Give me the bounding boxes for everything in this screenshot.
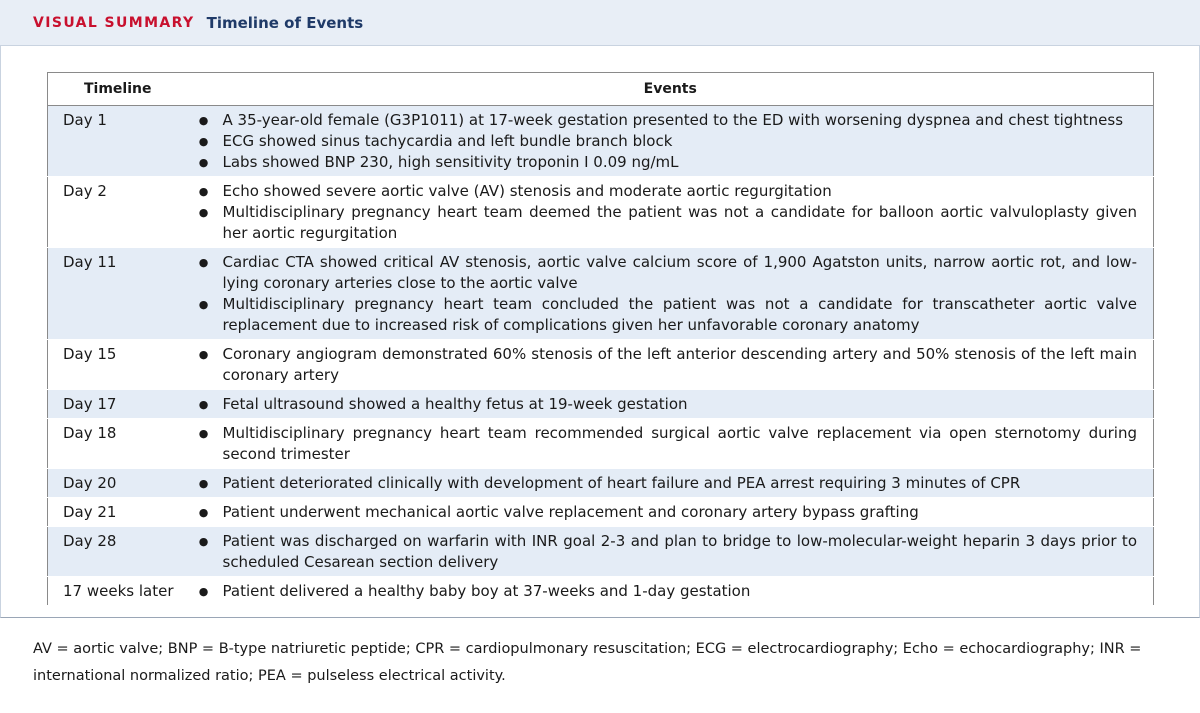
event-item [188,131,1138,152]
event-item [188,294,1138,336]
event-item [188,531,1138,573]
row-timeline-cell: Day 20 [48,469,188,498]
summary-title: Timeline of Events [206,13,364,32]
event-text: Patient was discharged on warfarin with INR goal 2-3 and plan to bridge to low-molecular-weight heparin 3 days prior to scheduled Cesarean section delivery [222,532,1137,571]
row-timeline-cell: Day 15 [48,340,188,390]
row-events-cell [188,498,1154,527]
table-row [48,527,1154,577]
event-text: Multidisciplinary pregnancy heart team concluded the patient was not a candidate for transcatheter aortic valve replacement due to increased risk of complications given her unfavorable coronary anatomy [222,295,1137,334]
event-text: Patient deteriorated clinically with development of heart failure and PEA arrest requiring 3 minutes of CPR [222,474,1021,492]
row-events-cell [188,527,1154,577]
timeline-table [47,72,1154,606]
event-item [188,181,1138,202]
table-row [48,106,1154,177]
event-item [188,252,1138,294]
event-item [188,423,1138,465]
summary-label: VISUAL SUMMARY [33,14,195,31]
row-events-cell [188,340,1154,390]
row-timeline-cell: Day 17 [48,390,188,419]
table-row [48,248,1154,340]
bullet-icon: ● [198,298,209,311]
row-timeline-cell: Day 18 [48,419,188,469]
event-item [188,110,1138,131]
event-item [188,152,1138,173]
event-list [188,110,1138,173]
event-text: A 35-year-old female (G3P1011) at 17-week gestation presented to the ED with worsening dyspnea and chest tightness [222,111,1124,129]
table-row [48,419,1154,469]
event-item [188,581,1138,602]
event-text: ECG showed sinus tachycardia and left bundle branch block [222,132,673,150]
timeline-body [48,106,1154,606]
row-events-cell [188,106,1154,177]
event-text: Labs showed BNP 230, high sensitivity troponin I 0.09 ng/mL [222,153,679,171]
event-text: Coronary angiogram demonstrated 60% stenosis of the left anterior descending artery and 50% stenosis of the left main coronary artery [222,345,1137,384]
event-item [188,344,1138,386]
event-text: Patient delivered a healthy baby boy at 37-weeks and 1-day gestation [222,582,751,600]
event-item [188,394,1138,415]
row-timeline-cell: Day 11 [48,248,188,340]
row-events-cell [188,419,1154,469]
event-text: Fetal ultrasound showed a healthy fetus at 19-week gestation [222,395,688,413]
table-row [48,577,1154,606]
bullet-icon: ● [198,185,209,198]
row-events-cell [188,577,1154,606]
bullet-icon: ● [198,348,209,361]
event-list [188,581,1138,602]
table-row [48,498,1154,527]
bullet-icon: ● [198,477,209,490]
bullet-icon: ● [198,156,209,169]
event-list [188,531,1138,573]
bullet-icon: ● [198,506,209,519]
bullet-icon: ● [198,135,209,148]
row-events-cell [188,248,1154,340]
bullet-icon: ● [198,256,209,269]
event-text: Cardiac CTA showed critical AV stenosis, aortic valve calcium score of 1,900 Agatston units, narrow aortic rot, and low-lying coronary arteries close to the aortic valve [222,253,1137,292]
bullet-icon: ● [198,427,209,440]
table-row [48,340,1154,390]
row-timeline-cell: Day 1 [48,106,188,177]
row-timeline-cell: Day 28 [48,527,188,577]
bullet-icon: ● [198,114,209,127]
event-list [188,394,1138,415]
event-item [188,502,1138,523]
event-text: Patient underwent mechanical aortic valve replacement and coronary artery bypass grafting [222,503,919,521]
event-list [188,423,1138,465]
row-timeline-cell: Day 2 [48,177,188,248]
event-list [188,252,1138,336]
summary-header [0,0,1200,46]
event-text: Multidisciplinary pregnancy heart team recommended surgical aortic valve replacement via open sternotomy during second trimester [222,424,1137,463]
event-text: Echo showed severe aortic valve (AV) stenosis and moderate aortic regurgitation [222,182,832,200]
row-events-cell [188,469,1154,498]
event-item [188,473,1138,494]
abbreviations-footnote: AV = aortic valve; BNP = B-type natriuretic peptide; CPR = cardiopulmonary resuscitation; ECG = electrocardiography; Echo = echocardiography; INR = international normalized ratio; PEA = pulseless electrical activity. [33,641,1142,684]
bullet-icon: ● [198,206,209,219]
row-events-cell [188,177,1154,248]
event-item [188,202,1138,244]
row-events-cell [188,390,1154,419]
event-text: Multidisciplinary pregnancy heart team deemed the patient was not a candidate for balloon aortic valvuloplasty given her aortic regurgitation [222,203,1137,242]
table-row [48,390,1154,419]
bullet-icon: ● [198,585,209,598]
bullet-icon: ● [198,398,209,411]
table-row [48,177,1154,248]
event-list [188,502,1138,523]
event-list [188,181,1138,244]
timeline-column-header: Timeline [48,73,188,106]
row-timeline-cell: 17 weeks later [48,577,188,606]
events-column-header: Events [188,73,1154,106]
event-list [188,473,1138,494]
row-timeline-cell: Day 21 [48,498,188,527]
table-header-row [48,73,1154,106]
event-list [188,344,1138,386]
table-row [48,469,1154,498]
bullet-icon: ● [198,535,209,548]
